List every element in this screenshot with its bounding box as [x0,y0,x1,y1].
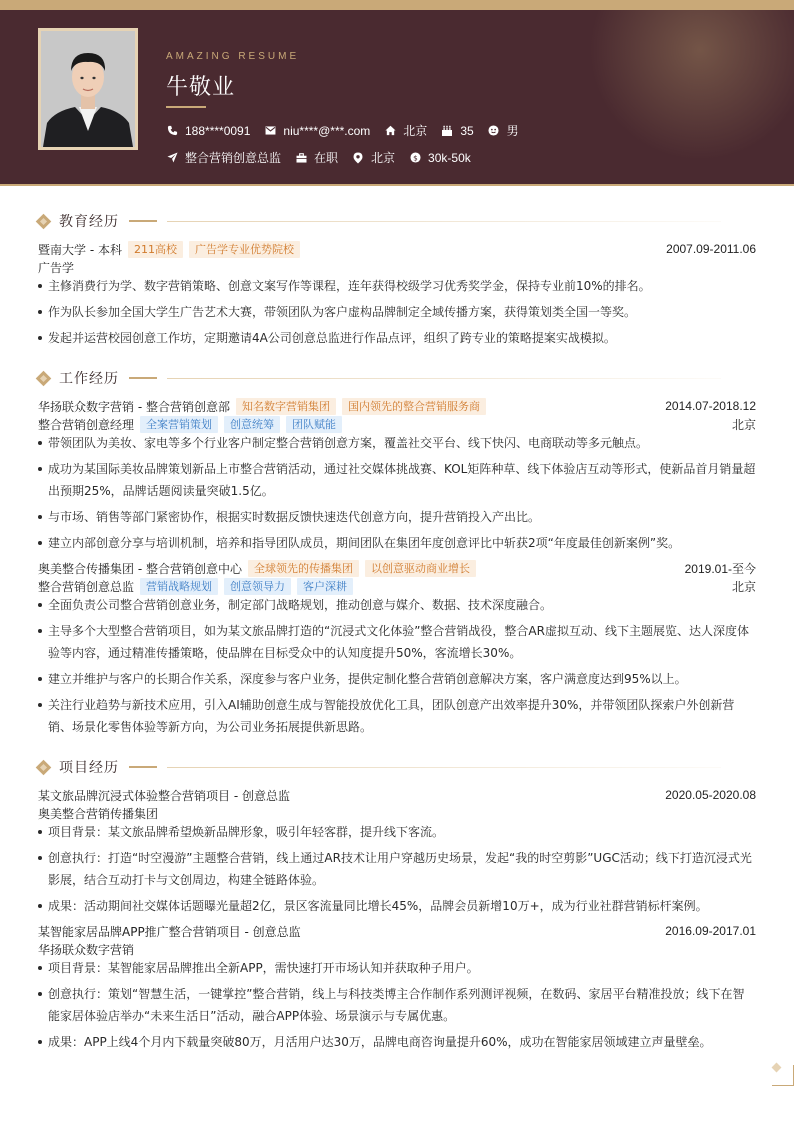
project-bullet: 项目背景：某智能家居品牌推出全新APP，需快速打开市场认知并获取种子用户。 [38,957,756,979]
header-bottom-line [0,184,794,186]
project-org-row [38,940,756,958]
company-tag: 全球领先的传播集团 [248,560,359,577]
city-text: 北京 [371,151,396,165]
status-text: 在职 [314,151,339,165]
section-dash [129,220,157,222]
project-bullet: 成果：活动期间社交媒体话题曝光量超2亿，景区客流量同比增长45%，品牌会员新增10万+，成为行业社群营销标杆案例。 [38,895,756,917]
job-company-row [38,397,756,415]
role-tag: 全案营销策划 [140,416,218,433]
svg-text:$: $ [412,153,418,163]
gender-icon [488,125,500,137]
company-name: 华扬联众数字营销 - 整合营销创意部 [38,399,230,414]
education-bullet: 作为队长参加全国大学生广告艺术大赛，带领团队为客户虚构品牌制定全域传播方案，获得策划类全国一等奖。 [38,301,756,323]
section-diamond-icon [36,213,52,229]
name-underline [166,106,206,108]
job-bullet: 建立并维护与客户的长期合作关系，深度参与客户业务，提供定制化整合营销创意解决方案，客户满意度达到95%以上。 [38,668,756,690]
job-intent-row [166,149,485,166]
project-name-row [38,786,756,804]
status-item [295,149,338,166]
age-text: 35 [460,123,474,138]
profile-photo [41,31,135,147]
photo-frame [38,28,138,150]
section-diamond-icon [36,370,52,386]
location-pin-icon [352,152,364,164]
major-name: 广告学 [38,260,75,275]
job-bullet: 关注行业趋势与新技术应用，引入AI辅助创意生成与智能投放优化工具，团队创意产出效率提升30%，并带领团队探索户外创新营销、场景化零售体验等新方向，为公司业务拓展提供新思路。 [38,694,756,738]
role-tag: 创意领导力 [224,578,291,595]
job-bullet: 建立内部创意分享与培训机制，培养和指导团队成员，期间团队在集团年度创意评比中斩获2项“年度最佳创新案例”奖。 [38,532,756,554]
project-bullet: 创意执行：打造“时空漫游”主题整合营销，线上通过AR技术让用户穿越历史场景，发起“我的时空剪影”UGC活动；线下打造沉浸式光影展，结合互动打卡与文创周边，构建全链路体验。 [38,847,756,891]
school-tag: 广告学专业优势院校 [189,241,300,258]
job-company-row [38,559,756,577]
section-rule [167,767,721,768]
header-banner [0,10,794,186]
project-period: 2020.05-2020.08 [665,788,756,802]
job-role-row [38,415,756,433]
education-school-row [38,240,756,258]
section-rule [167,378,721,379]
phone-icon [166,125,178,137]
mail-icon [264,125,276,137]
job-role-row [38,577,756,595]
top-accent-bar [0,0,794,10]
education-major-row [38,258,756,276]
school-tag: 211高校 [128,241,183,258]
salary-icon [409,152,421,164]
work-title: 工作经历 [59,371,119,387]
cake-icon [441,125,453,137]
project-org: 华扬联众数字营销 [38,942,135,957]
job-bullet: 主导多个大型整合营销项目，如为某文旅品牌打造的“沉浸式文化体验”整合营销战役，整合AR虚拟互动、线下主题展览、达人深度体验等内容，通过精准传播策略，使品牌在目标受众中的认知度提升50%，客流增长30%。 [38,620,756,664]
job-period: 2019.01-至今 [684,561,756,576]
role-tag: 客户深耕 [297,578,353,595]
project-period: 2016.09-2017.01 [665,924,756,938]
education-bullet: 主修消费行为学、数字营销策略、创意文案写作等课程，连年获得校级学习优秀奖学金，保持专业前10%的排名。 [38,275,756,297]
hometown-text: 北京 [403,124,428,138]
project-name-row [38,922,756,940]
position-text: 整合营销创意总监 [185,151,282,165]
job-city: 北京 [731,579,756,594]
section-dash [129,766,157,768]
position-item [166,149,281,166]
hometown-item [384,122,427,139]
education-bullet: 发起并运营校园创意工作坊，定期邀请4A公司创意总监进行作品点评，组织了跨专业的策略提案实战模拟。 [38,327,756,349]
project-bullet: 成果：APP上线4个月内下载量突破80万，月活用户达30万，品牌电商咨询量提升60%，成功在智能家居领域建立声量壁垒。 [38,1031,756,1053]
candidate-name: 牛敬业 [166,75,236,100]
job-period: 2014.07-2018.12 [665,399,756,413]
project-org: 奥美整合营销传播集团 [38,806,159,821]
job-bullet: 带领团队为美妆、家电等多个行业客户制定整合营销创意方案，覆盖社交平台、线下快闪、电商联动等多元触点。 [38,432,756,454]
section-dash [129,377,157,379]
role-tag: 营销战略规划 [140,578,218,595]
work-section-header [38,368,721,388]
email-item [264,124,370,138]
company-tag: 国内领先的整合营销服务商 [342,398,486,415]
education-section-header [38,211,721,231]
education-title: 教育经历 [59,214,119,230]
resume-eyebrow: AMAZING RESUME [166,51,300,62]
job-city: 北京 [731,417,756,432]
project-section-header [38,757,721,777]
job-bullet: 全面负责公司整合营销创意业务，制定部门战略规划，推动创意与媒介、数据、技术深度融合。 [38,594,756,616]
salary-item [409,151,471,165]
gender-item [488,122,519,139]
section-diamond-icon [36,759,52,775]
project-bullet: 项目背景：某文旅品牌希望焕新品牌形象，吸引年轻客群，提升线下客流。 [38,821,756,843]
role-tag: 团队赋能 [286,416,342,433]
job-role: 整合营销创意经理 [38,417,135,432]
company-tag: 以创意驱动商业增长 [365,560,476,577]
project-bullet: 创意执行：策划“智慧生活，一键掌控”整合营销，线上与科技类博主合作制作系列测评视频，在数码、家居平台精准投放；线下在智能家居体验店举办“未来生活日”活动，融合APP体验、场景演示与专属优惠。 [38,983,756,1027]
job-bullet: 成功为某国际美妆品牌策划新品上市整合营销活动，通过社交媒体挑战赛、KOL矩阵种草、线下体验店互动等形式，使新品首月销量超出预期25%，品牌话题阅读量突破1.5亿。 [38,458,756,502]
project-name: 某智能家居品牌APP推广整合营销项目 - 创意总监 [38,924,301,939]
gender-text: 男 [506,124,519,138]
education-period: 2007.09-2011.06 [666,242,756,256]
salary-text: 30k-50k [428,150,471,165]
company-tag: 知名数字营销集团 [236,398,336,415]
contact-row [166,122,533,139]
email-text: niu****@***.com [283,123,371,138]
role-tag: 创意统筹 [224,416,280,433]
project-org-row [38,804,756,822]
project-title: 项目经历 [59,760,119,776]
briefcase-icon [295,152,307,164]
project-name: 某文旅品牌沉浸式体验整合营销项目 - 创意总监 [38,788,290,803]
send-icon [166,152,178,164]
job-role: 整合营销创意总监 [38,579,135,594]
section-rule [167,221,721,222]
city-item [352,149,395,166]
home-icon [384,125,396,137]
phone-text: 188****0091 [185,123,251,138]
school-name: 暨南大学 - 本科 [38,242,122,257]
job-bullet: 与市场、销售等部门紧密协作，根据实时数据反馈快速迭代创意方向，提升营销投入产出比。 [38,506,756,528]
company-name: 奥美整合传播集团 - 整合营销创意中心 [38,561,242,576]
phone-item [166,124,250,138]
age-item [441,124,473,138]
